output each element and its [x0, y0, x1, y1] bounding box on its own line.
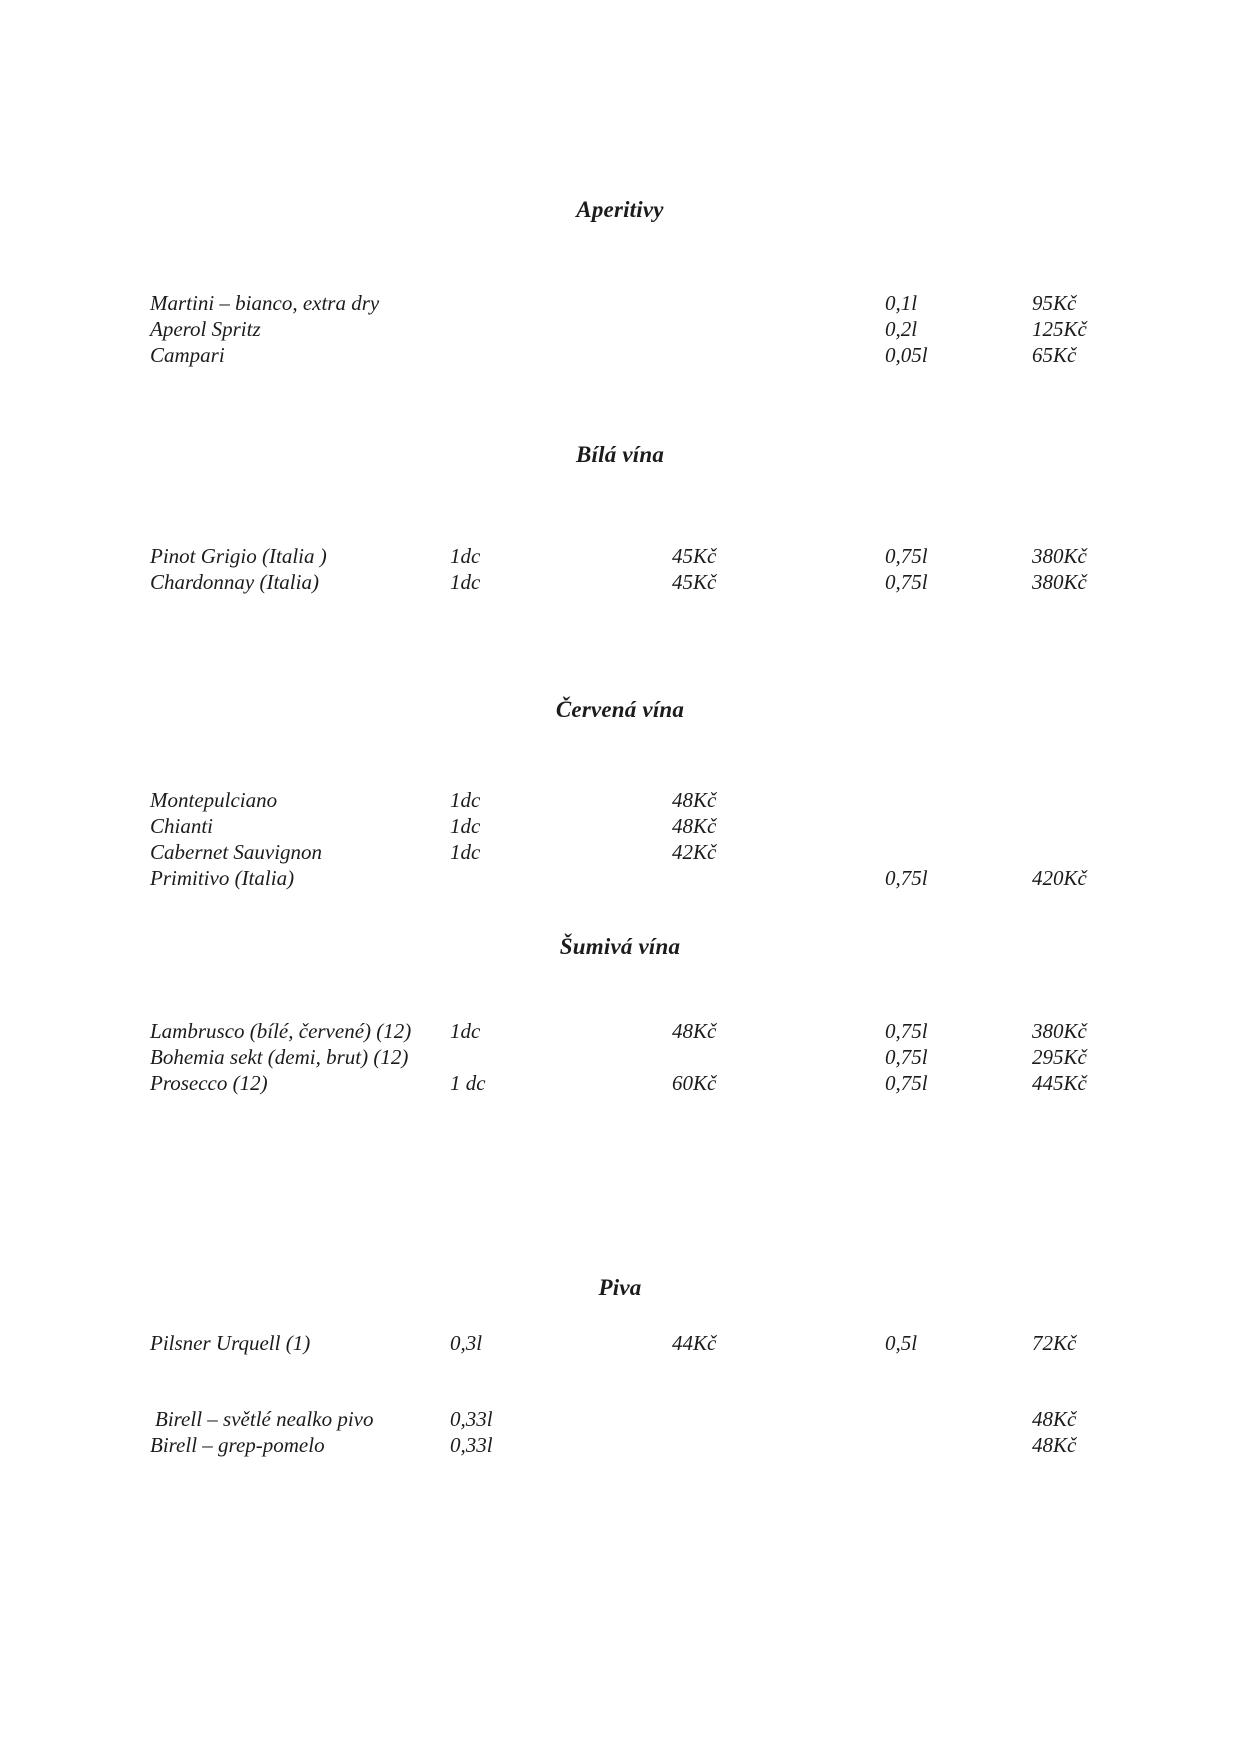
- item-name: Prosecco (12): [150, 1071, 268, 1095]
- item-volume-small: [450, 316, 672, 342]
- item-name: Chardonnay (Italia): [150, 570, 319, 594]
- item-price-bottle: [1032, 787, 1240, 813]
- item-volume-bottle: 0,75l: [885, 1019, 928, 1043]
- item-price-small: 45Kč: [672, 544, 717, 568]
- section-rows-piva-nealko: [150, 1406, 1240, 1458]
- item-name: Bohemia sekt (demi, brut) (12): [150, 1045, 409, 1069]
- item-volume-small: 1dc: [450, 840, 481, 864]
- menu-item-row: [150, 787, 1240, 813]
- item-volume-small: 1dc: [450, 814, 481, 838]
- item-volume-small: [450, 342, 672, 368]
- item-name: Lambrusco (bílé, červené) (12): [150, 1019, 412, 1043]
- item-price-small: 48Kč: [672, 1019, 717, 1043]
- section-rows-cervena-vina: [150, 787, 1240, 891]
- item-volume-bottle: 0,75l: [885, 866, 928, 890]
- item-price-bottle: 48Kč: [1032, 1407, 1077, 1431]
- item-volume-bottle: [885, 813, 1032, 839]
- item-volume-bottle: 0,75l: [885, 1045, 928, 1069]
- item-price-small: [672, 865, 885, 891]
- menu-item-row: [150, 1432, 1240, 1458]
- item-price-small: 42Kč: [672, 840, 717, 864]
- section-title-cervena-vina: Červená vína: [555, 697, 685, 722]
- menu-item-row: [150, 1406, 1240, 1432]
- menu-item-row: [150, 813, 1240, 839]
- item-price-small: [672, 1432, 885, 1458]
- item-name: Aperol Spritz: [150, 317, 261, 341]
- section-rows-piva-main: [150, 1330, 1240, 1356]
- section-rows-bila-vina: [150, 543, 1240, 595]
- item-price-bottle: 445Kč: [1032, 1071, 1087, 1095]
- menu-item-row: [150, 1330, 1240, 1356]
- item-volume-bottle: 0,75l: [885, 570, 928, 594]
- item-volume-bottle: [885, 787, 1032, 813]
- item-price-bottle: 420Kč: [1032, 866, 1087, 890]
- item-price-small: [672, 1406, 885, 1432]
- item-volume-bottle: 0,2l: [885, 317, 918, 341]
- item-price-bottle: 380Kč: [1032, 570, 1087, 594]
- item-volume-bottle: 0,1l: [885, 291, 918, 315]
- menu-item-row: [150, 290, 1240, 316]
- item-volume-small: 1dc: [450, 544, 481, 568]
- item-price-bottle: [1032, 813, 1240, 839]
- item-price-bottle: 65Kč: [1032, 343, 1077, 367]
- item-name: Cabernet Sauvignon: [150, 840, 323, 864]
- item-volume-small: 0,3l: [450, 1331, 483, 1355]
- item-price-bottle: 380Kč: [1032, 1019, 1087, 1043]
- item-volume-bottle: 0,05l: [885, 343, 928, 367]
- item-volume-small: [450, 865, 672, 891]
- menu-item-row: [150, 342, 1240, 368]
- item-price-bottle: 125Kč: [1032, 317, 1087, 341]
- item-price-small: [672, 342, 885, 368]
- menu-item-row: [150, 569, 1240, 595]
- item-volume-small: [450, 290, 672, 316]
- item-volume-bottle: [885, 839, 1032, 865]
- item-name: Pilsner Urquell (1): [150, 1331, 311, 1355]
- item-volume-bottle: 0,5l: [885, 1331, 918, 1355]
- item-volume-small: 1 dc: [450, 1071, 486, 1095]
- section-rows-aperitivy: [150, 290, 1240, 368]
- item-name: Chianti: [150, 814, 214, 838]
- item-volume-small: 0,33l: [450, 1407, 493, 1431]
- item-name: Martini – bianco, extra dry: [150, 291, 380, 315]
- item-price-small: [672, 316, 885, 342]
- item-volume-bottle: [885, 1432, 1032, 1458]
- item-name: Campari: [150, 343, 225, 367]
- item-price-bottle: 380Kč: [1032, 544, 1087, 568]
- item-price-bottle: 48Kč: [1032, 1433, 1077, 1457]
- item-price-small: 60Kč: [672, 1071, 717, 1095]
- item-name: Pinot Grigio (Italia ): [150, 544, 327, 568]
- section-title-aperitivy: Aperitivy: [576, 197, 664, 222]
- item-volume-small: 1dc: [450, 1019, 481, 1043]
- menu-item-row: [150, 316, 1240, 342]
- item-name: Montepulciano: [150, 788, 278, 812]
- item-volume-small: 0,33l: [450, 1433, 493, 1457]
- item-name: Birell – světlé nealko pivo: [155, 1407, 374, 1431]
- item-price-bottle: 95Kč: [1032, 291, 1077, 315]
- menu-item-row: [150, 1018, 1240, 1044]
- menu-item-row: [150, 1070, 1240, 1096]
- item-price-small: [672, 1044, 885, 1070]
- item-price-small: 48Kč: [672, 814, 717, 838]
- section-title-sumiva-vina: Šumivá vína: [559, 934, 681, 959]
- item-name: Birell – grep-pomelo: [150, 1433, 325, 1457]
- item-volume-bottle: [885, 1406, 1032, 1432]
- item-volume-small: 1dc: [450, 788, 481, 812]
- item-price-small: [672, 290, 885, 316]
- item-price-small: 45Kč: [672, 570, 717, 594]
- menu-item-row: [150, 543, 1240, 569]
- item-name: Primitivo (Italia): [150, 866, 295, 890]
- section-title-bila-vina: Bílá vína: [575, 442, 665, 467]
- item-price-small: 44Kč: [672, 1331, 717, 1355]
- section-rows-sumiva-vina: [150, 1018, 1240, 1096]
- menu-item-row: [150, 839, 1240, 865]
- item-price-bottle: 295Kč: [1032, 1045, 1087, 1069]
- item-volume-bottle: 0,75l: [885, 1071, 928, 1095]
- item-volume-small: [450, 1044, 672, 1070]
- item-volume-bottle: 0,75l: [885, 544, 928, 568]
- item-price-small: 48Kč: [672, 788, 717, 812]
- item-volume-small: 1dc: [450, 570, 481, 594]
- section-title-piva: Piva: [598, 1275, 642, 1300]
- item-price-bottle: 72Kč: [1032, 1331, 1077, 1355]
- menu-item-row: [150, 865, 1240, 891]
- item-price-bottle: [1032, 839, 1240, 865]
- menu-item-row: [150, 1044, 1240, 1070]
